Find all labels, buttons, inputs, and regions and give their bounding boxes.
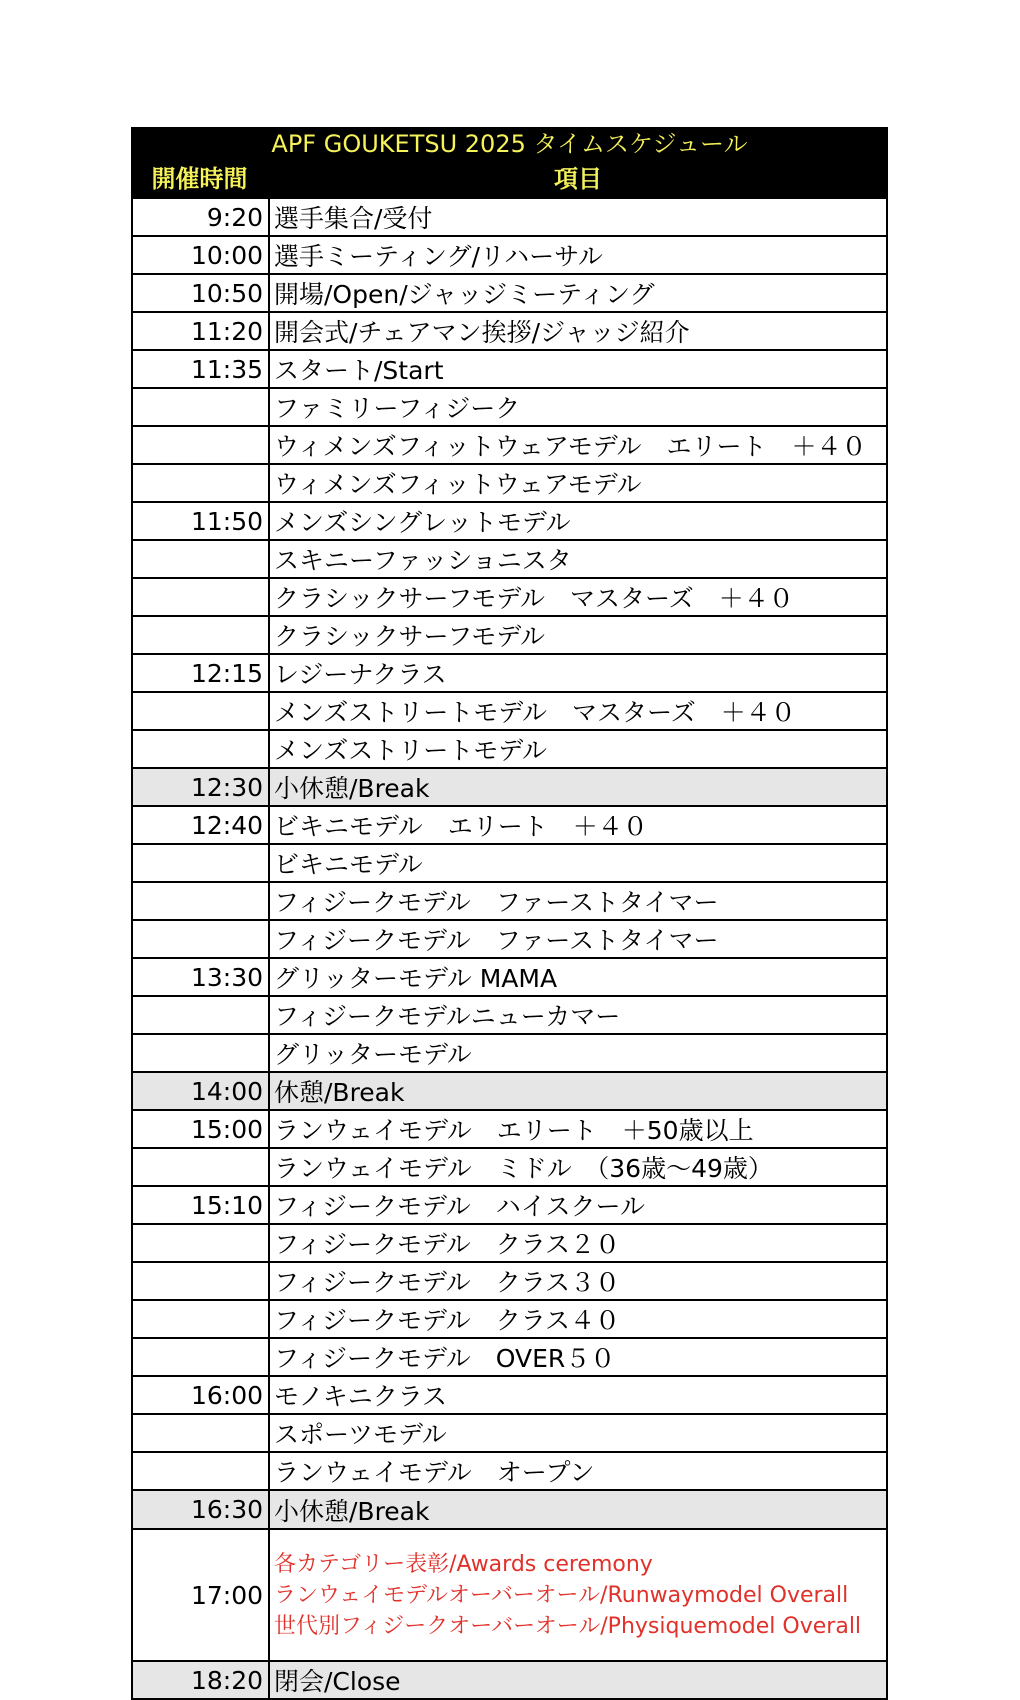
time-cell: 16:30 — [132, 1490, 269, 1529]
table-row — [132, 844, 887, 882]
table-row — [132, 1414, 887, 1452]
item-cell: フィジークモデル ファーストタイマー — [269, 920, 887, 958]
award-line: 世代別フィジークオーバーオール/Physiquemodel Overall — [274, 1613, 862, 1639]
time-cell: 14:00 — [132, 1072, 269, 1110]
table-row — [132, 654, 887, 692]
time-cell: 15:00 — [132, 1110, 269, 1148]
item-cell: ランウェイモデル ミドル （36歳～49歳） — [269, 1148, 887, 1186]
item-cell: ランウェイモデル エリート ＋50歳以上 — [269, 1110, 887, 1148]
item-cell: 小休憩/Break — [269, 768, 887, 806]
time-cell — [132, 844, 269, 882]
table-row — [132, 1262, 887, 1300]
time-cell — [132, 882, 269, 920]
table-row — [132, 996, 887, 1034]
item-cell: レジーナクラス — [269, 654, 887, 692]
schedule-sheet — [131, 127, 888, 1700]
time-cell — [132, 1414, 269, 1452]
schedule-table — [131, 197, 888, 1700]
table-row — [132, 540, 887, 578]
time-cell: 16:00 — [132, 1376, 269, 1414]
item-cell: スポーツモデル — [269, 1414, 887, 1452]
table-row — [132, 578, 887, 616]
item-cell: メンズストリートモデル — [269, 730, 887, 768]
item-cell: フィジークモデル クラス３０ — [269, 1262, 887, 1300]
table-row — [132, 464, 887, 502]
table-row — [132, 806, 887, 844]
table-row — [132, 274, 887, 312]
item-cell: モノキニクラス — [269, 1376, 887, 1414]
item-cell: ビキニモデル — [269, 844, 887, 882]
table-row — [132, 958, 887, 996]
time-cell — [132, 1148, 269, 1186]
item-cell: クラシックサーフモデル マスターズ ＋４０ — [269, 578, 887, 616]
item-cell: 選手集合/受付 — [269, 198, 887, 236]
table-row — [132, 1338, 887, 1376]
award-line: 各カテゴリー表彰/Awards ceremony — [274, 1551, 653, 1577]
item-cell: フィジークモデル ハイスクール — [269, 1186, 887, 1224]
time-cell — [132, 1262, 269, 1300]
time-cell: 10:50 — [132, 274, 269, 312]
table-row — [132, 1224, 887, 1262]
time-cell: 15:10 — [132, 1186, 269, 1224]
item-cell: ビキニモデル エリート ＋４０ — [269, 806, 887, 844]
item-cell: 選手ミーティング/リハーサル — [269, 236, 887, 274]
time-cell — [132, 388, 269, 426]
time-cell: 11:35 — [132, 350, 269, 388]
time-cell: 12:30 — [132, 768, 269, 806]
table-row — [132, 692, 887, 730]
item-cell: フィジークモデル ファーストタイマー — [269, 882, 887, 920]
time-cell: 11:20 — [132, 312, 269, 350]
item-cell: クラシックサーフモデル — [269, 616, 887, 654]
table-row — [132, 502, 887, 540]
break-row — [132, 1490, 887, 1529]
break-row — [132, 1072, 887, 1110]
time-cell — [132, 1338, 269, 1376]
time-cell — [132, 464, 269, 502]
item-cell: ランウェイモデル オープン — [269, 1452, 887, 1490]
table-row — [132, 388, 887, 426]
item-cell: スキニーファッショニスタ — [269, 540, 887, 578]
item-cell: スタート/Start — [269, 350, 887, 388]
time-cell — [132, 1224, 269, 1262]
time-cell — [132, 616, 269, 654]
time-cell — [132, 920, 269, 958]
column-header-row — [131, 161, 888, 197]
closing-row — [132, 1661, 887, 1699]
item-cell: 休憩/Break — [269, 1072, 887, 1110]
table-row — [132, 1110, 887, 1148]
time-cell — [132, 996, 269, 1034]
time-cell: 13:30 — [132, 958, 269, 996]
time-cell — [132, 540, 269, 578]
item-cell: フィジークモデル クラス４０ — [269, 1300, 887, 1338]
table-row — [132, 1452, 887, 1490]
table-row — [132, 1300, 887, 1338]
table-row — [132, 920, 887, 958]
time-cell — [132, 1452, 269, 1490]
time-cell: 12:40 — [132, 806, 269, 844]
table-row — [132, 198, 887, 236]
table-row — [132, 882, 887, 920]
awards-cell — [269, 1529, 887, 1661]
time-column-header: 開催時間 — [151, 165, 248, 193]
item-cell: 開会式/チェアマン挨拶/ジャッジ紹介 — [269, 312, 887, 350]
time-cell — [132, 426, 269, 464]
item-cell: グリッターモデル — [269, 1034, 887, 1072]
table-row — [132, 1376, 887, 1414]
time-cell — [132, 1300, 269, 1338]
item-cell: メンズストリートモデル マスターズ ＋４０ — [269, 692, 887, 730]
item-cell: 開場/Open/ジャッジミーティング — [269, 274, 887, 312]
item-cell: フィジークモデル OVER５０ — [269, 1338, 887, 1376]
time-cell: 12:15 — [132, 654, 269, 692]
table-row — [132, 350, 887, 388]
time-cell — [132, 730, 269, 768]
time-cell — [132, 692, 269, 730]
item-column-header: 項目 — [554, 165, 602, 193]
time-cell: 9:20 — [132, 198, 269, 236]
break-row — [132, 768, 887, 806]
item-cell: 小休憩/Break — [269, 1490, 887, 1529]
time-cell — [132, 578, 269, 616]
item-cell: フィジークモデル クラス２０ — [269, 1224, 887, 1262]
table-row — [132, 312, 887, 350]
time-cell: 18:20 — [132, 1661, 269, 1699]
table-row — [132, 730, 887, 768]
time-cell: 10:00 — [132, 236, 269, 274]
awards-row — [132, 1529, 887, 1661]
item-cell: グリッターモデル MAMA — [269, 958, 887, 996]
table-row — [132, 1186, 887, 1224]
table-row — [132, 1034, 887, 1072]
time-cell — [132, 1034, 269, 1072]
item-cell: ウィメンズフィットウェアモデル エリート ＋４０ — [269, 426, 887, 464]
item-cell: ウィメンズフィットウェアモデル — [269, 464, 887, 502]
item-cell: 閉会/Close — [269, 1661, 887, 1699]
item-cell: フィジークモデルニューカマー — [269, 996, 887, 1034]
table-row — [132, 1148, 887, 1186]
award-line: ランウェイモデルオーバーオール/Runwaymodel Overall — [274, 1582, 849, 1608]
schedule-title: APF GOUKETSU 2025 タイムスケジュール — [131, 127, 888, 161]
table-row — [132, 616, 887, 654]
table-row — [132, 426, 887, 464]
item-cell: ファミリーフィジーク — [269, 388, 887, 426]
time-cell: 11:50 — [132, 502, 269, 540]
time-cell: 17:00 — [132, 1529, 269, 1661]
table-row — [132, 236, 887, 274]
item-cell: メンズシングレットモデル — [269, 502, 887, 540]
